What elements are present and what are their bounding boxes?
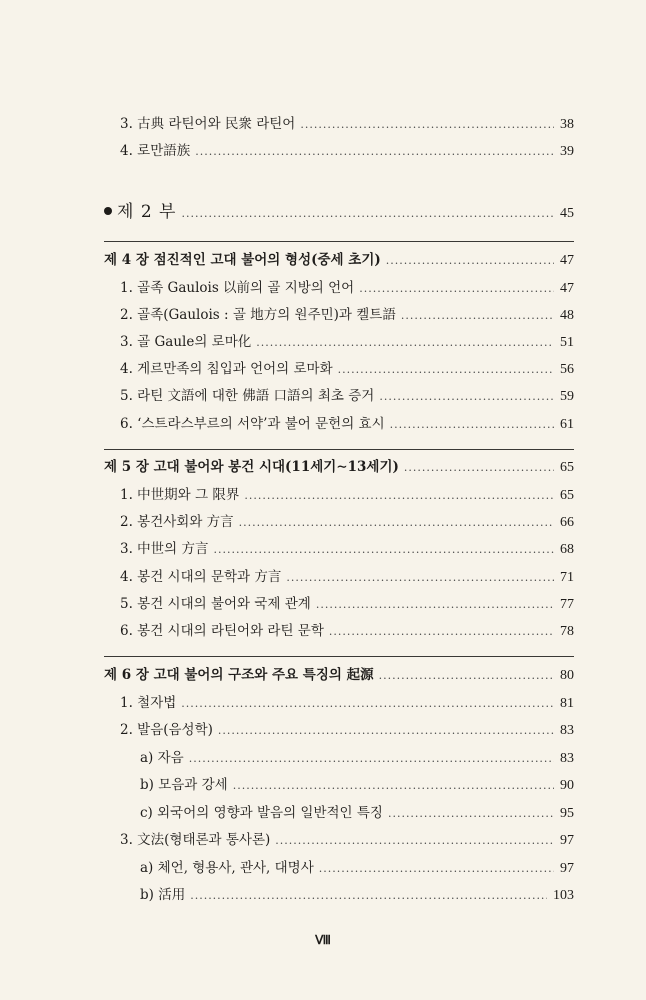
toc-entry-page: 81 (560, 696, 574, 711)
toc-entry-page: 95 (560, 806, 574, 821)
toc-entry-label: a) 자음 (140, 750, 184, 766)
toc-entry-page: 38 (560, 117, 574, 132)
chapter-title: 제 4 장 점진적인 고대 불어의 형성(중세 초기) (104, 252, 381, 268)
leader-dots (286, 569, 554, 587)
chapter-title: 제 5 장 고대 불어와 봉건 시대(11세기∼13세기) (104, 459, 399, 475)
leader-dots (390, 416, 554, 434)
toc-entry-label: 3. 文法(형태론과 통사론) (120, 832, 271, 848)
toc-entry-page: 61 (560, 417, 574, 432)
leader-dots (388, 805, 554, 823)
toc-entry-page: 68 (560, 542, 574, 557)
leader-dots (239, 514, 554, 532)
toc-entry-page: 77 (560, 597, 574, 612)
toc-entry-label: 3. 골 Gaule의 로마化 (120, 334, 252, 350)
leader-dots (379, 667, 554, 685)
toc-entry-label: 2. 봉건사회와 方言 (120, 514, 234, 530)
chapter-page: 65 (560, 460, 574, 475)
leader-dots (189, 750, 554, 768)
toc-entry[interactable] (120, 306, 574, 325)
toc-entry-label: 4. 봉건 시대의 문학과 方言 (120, 569, 282, 585)
toc-subentry[interactable] (140, 859, 574, 878)
leader-dots (319, 860, 554, 878)
part-heading-label (104, 203, 181, 221)
leader-dots (233, 777, 554, 795)
toc-entry[interactable] (120, 387, 574, 406)
toc-entry[interactable] (120, 595, 574, 614)
bullet-icon (104, 207, 112, 215)
leader-dots (300, 116, 554, 134)
chapter-page: 80 (560, 668, 574, 683)
leader-dots (244, 487, 554, 505)
toc-entry-page: 39 (560, 144, 574, 159)
toc-entry-label: 1. 골족 Gaulois 以前의 골 지방의 언어 (120, 280, 355, 296)
toc-entry-page: 97 (560, 861, 574, 876)
toc-entry[interactable] (120, 694, 574, 713)
toc-entry-page: 51 (560, 335, 574, 350)
chapter-heading[interactable] (104, 251, 574, 270)
toc-entry-label: 4. 로만語族 (120, 143, 191, 159)
leader-dots (275, 832, 554, 850)
toc-entry-label: 1. 中世期와 그 限界 (120, 487, 240, 503)
leader-dots (256, 334, 554, 352)
toc-entry-page: 59 (560, 389, 574, 404)
toc-entry-page: 47 (560, 281, 574, 296)
toc-entry[interactable] (120, 540, 574, 559)
toc-subentry[interactable] (140, 886, 574, 905)
toc-entry-label: 6. ‘스트라스부르의 서약’과 불어 문헌의 효시 (120, 416, 385, 432)
toc-entry-page: 48 (560, 308, 574, 323)
leader-dots (329, 623, 554, 641)
leader-dots (338, 361, 554, 379)
toc-subentry[interactable] (140, 804, 574, 823)
part-heading-text: 제 2 부 (117, 202, 177, 222)
leader-dots (195, 143, 554, 161)
toc-entry[interactable] (120, 333, 574, 352)
chapter-heading[interactable] (104, 458, 574, 477)
leader-dots (359, 280, 554, 298)
toc-entry-page: 66 (560, 515, 574, 530)
chapter-title: 제 6 장 고대 불어의 구조와 주요 특징의 起源 (104, 667, 374, 683)
toc-entry-page: 83 (560, 723, 574, 738)
toc-entry-label: 3. 中世의 方言 (120, 541, 209, 557)
toc-entry-page: 97 (560, 833, 574, 848)
leader-dots (190, 887, 547, 905)
toc-entry[interactable] (120, 622, 574, 641)
toc-entry-page: 103 (553, 888, 574, 903)
toc-entry-label: 4. 게르만족의 침입과 언어의 로마화 (120, 361, 333, 377)
leader-dots (181, 695, 554, 713)
toc-entry[interactable] (120, 568, 574, 587)
part-heading-page: 45 (560, 206, 574, 221)
toc-entry[interactable] (120, 360, 574, 379)
toc-entry-page: 56 (560, 362, 574, 377)
toc-entry[interactable] (120, 279, 574, 298)
toc-entry[interactable] (120, 142, 574, 161)
toc-entry-label: 5. 라틴 文語에 대한 佛語 口語의 최초 증거 (120, 388, 375, 404)
leader-dots (316, 596, 554, 614)
toc-entry-page: 78 (560, 624, 574, 639)
toc-entry-label: 2. 발음(음성학) (120, 722, 213, 738)
leader-dots (218, 722, 554, 740)
toc-entry-label: c) 외국어의 영향과 발음의 일반적인 특징 (140, 805, 383, 821)
page-number: Ⅷ (315, 933, 331, 947)
toc-entry[interactable] (120, 486, 574, 505)
chapter-divider (104, 241, 574, 242)
toc-entry-page: 65 (560, 488, 574, 503)
leader-dots (404, 459, 554, 477)
chapter-heading[interactable] (104, 666, 574, 685)
toc-entry[interactable] (120, 721, 574, 740)
toc-entry-page: 83 (560, 751, 574, 766)
toc-entry-label: b) 活用 (140, 887, 186, 903)
toc-entry[interactable] (120, 831, 574, 850)
toc-entry-page: 71 (560, 570, 574, 585)
leader-dots (386, 252, 554, 270)
toc-subentry[interactable] (140, 749, 574, 768)
leader-dots (401, 307, 554, 325)
leader-dots (379, 388, 554, 406)
toc-entry[interactable] (120, 415, 574, 434)
toc-entry-label: 5. 봉건 시대의 불어와 국제 관계 (120, 596, 311, 612)
toc-entry[interactable] (120, 115, 574, 134)
toc-entry-label: 3. 古典 라틴어와 民衆 라틴어 (120, 116, 296, 132)
leader-dots (214, 541, 554, 559)
toc-entry-label: 2. 골족(Gaulois : 골 地方의 원주민)과 켈트語 (120, 307, 396, 323)
toc-entry-label: 6. 봉건 시대의 라틴어와 라틴 문학 (120, 623, 324, 639)
chapter-page: 47 (560, 253, 574, 268)
toc-entry-label: a) 체언, 형용사, 관사, 대명사 (140, 860, 314, 876)
toc-subentry[interactable] (140, 776, 574, 795)
toc-entry-label: b) 모음과 강세 (140, 777, 228, 793)
leader-dots (181, 205, 554, 223)
part-heading[interactable] (104, 203, 574, 223)
toc-entry-page: 90 (560, 778, 574, 793)
toc-entry[interactable] (120, 513, 574, 532)
chapter-divider (104, 656, 574, 657)
toc-entry-label: 1. 철자법 (120, 695, 177, 711)
chapter-divider (104, 449, 574, 450)
